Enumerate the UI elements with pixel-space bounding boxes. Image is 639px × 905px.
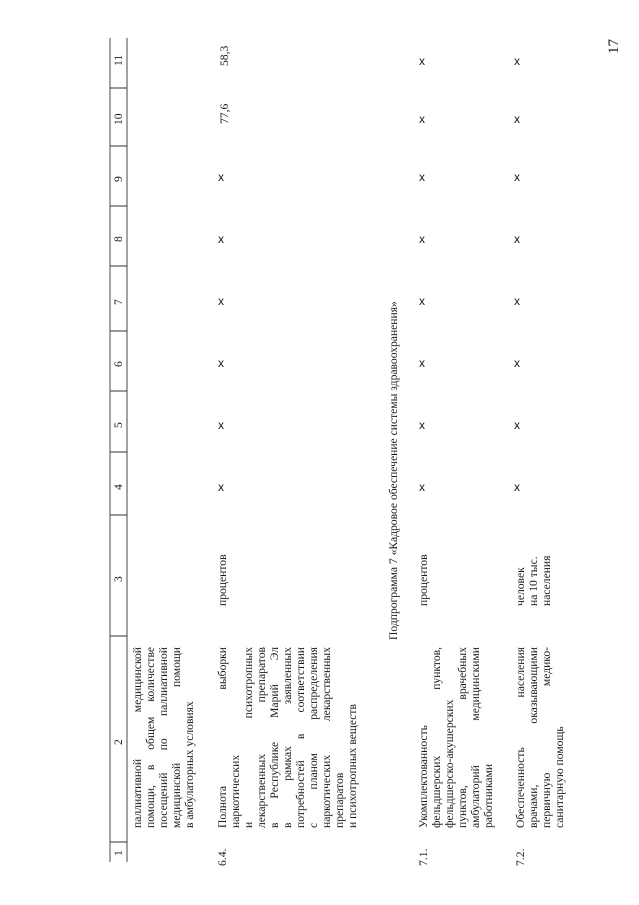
cell-col11: x: [514, 54, 520, 68]
col-header-3: 3: [112, 576, 125, 582]
cell-col11: x: [419, 54, 425, 68]
cell-col7: x: [218, 294, 224, 308]
continuation-description: паллиативной медицинской помощи, в общем количестве посещений по паллиативной медицинской помощи в амбулаторных условиях: [131, 647, 196, 828]
col-header-5: 5: [112, 422, 125, 428]
cell-col7: x: [419, 294, 425, 308]
col-header-7: 7: [112, 299, 125, 305]
cell-col10: x: [514, 112, 520, 126]
cell-col10: 77,6: [218, 103, 231, 124]
row-description: Обеспеченность населения врачами, оказывающими первичную медико- санитарную помощь: [514, 647, 566, 828]
cell-col4: x: [514, 480, 520, 494]
row-description: Укомплектованность фельдшерских пунктов, фельдшерско-акушерских пунктов, врачебных амбулаторий медицинскими работниками: [417, 647, 495, 828]
col-header-1: 1: [112, 850, 125, 856]
cell-col8: x: [419, 232, 425, 246]
cell-col9: x: [218, 170, 224, 184]
col-header-2: 2: [112, 739, 125, 745]
row-unit: процентов: [216, 554, 229, 606]
cell-col6: x: [419, 356, 425, 370]
subprogram-7-title: Подпрограмма 7 «Кадровое обеспечение системы здравоохранения»: [387, 301, 400, 640]
col-header-8: 8: [112, 236, 125, 242]
cell-col5: x: [419, 418, 425, 432]
row-number: 7.2.: [514, 848, 527, 866]
row-number: 7.1.: [417, 848, 430, 866]
cell-col8: x: [218, 232, 224, 246]
col-header-9: 9: [112, 176, 125, 182]
cell-col11: 58,3: [218, 45, 231, 66]
cell-col10: x: [419, 112, 425, 126]
cell-col5: x: [218, 418, 224, 432]
cell-col5: x: [514, 418, 520, 432]
cell-col9: x: [419, 170, 425, 184]
row-description: Полнота выборки наркотических и психотропных лекарственных препаратов в Республике Марий Эл в рамках заявленных потребностей в соответствии с планом распределения наркотических лекарственных препаратов и психотропных веществ: [216, 647, 359, 828]
col-header-11: 11: [112, 54, 125, 66]
row-number: 6.4.: [216, 848, 229, 866]
row-unit: процентов: [417, 554, 430, 606]
cell-col4: x: [419, 480, 425, 494]
col-header-6: 6: [112, 361, 125, 367]
cell-col6: x: [514, 356, 520, 370]
col-header-4: 4: [112, 484, 125, 490]
cell-col9: x: [514, 170, 520, 184]
row-unit: человек на 10 тыс. населения: [514, 555, 553, 606]
cell-col7: x: [514, 294, 520, 308]
cell-col6: x: [218, 356, 224, 370]
page-number: 17: [606, 39, 622, 54]
cell-col8: x: [514, 232, 520, 246]
col-header-10: 10: [112, 113, 125, 125]
cell-col4: x: [218, 480, 224, 494]
